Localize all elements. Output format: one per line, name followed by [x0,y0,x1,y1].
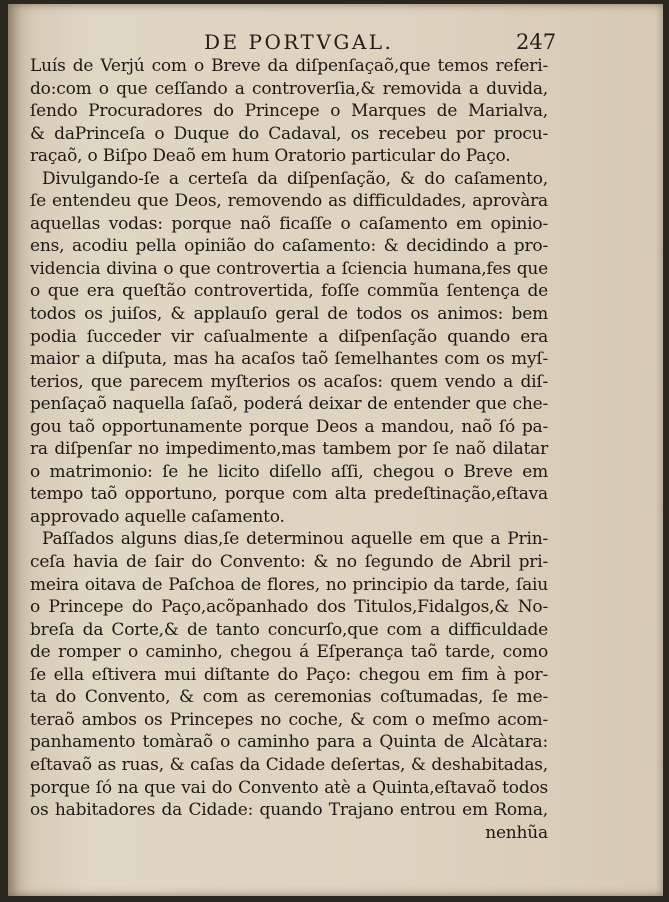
text-line: breſa da Corte,& de tanto concurſo,que com a difficuldade [30,619,548,640]
text-line: ſe ella eſtivera mui diſtante do Paço: chegou em fim à por- [30,664,548,685]
text-line: porque ſó na que vai do Convento atè a Quinta,eſtavaõ todos [30,777,548,798]
running-title: DE PORTVGAL. [204,30,394,54]
text-line: Luís de Verjú com o Breve da diſpenſaçaõ,que temos referi- [30,56,548,76]
text-line: de romper o caminho, chegou á Eſperança taõ tarde, como [30,642,548,663]
text-line: gou taõ opportunamente porque Deos a mandou, naõ ſó pa- [30,416,548,437]
page-number: 247 [516,30,557,54]
text-line: videncia divina o que controvertia a ſciencia humana,fes que [30,258,548,279]
text-line: ra diſpenſar no impedimento,mas tambem por ſe naõ dilatar [30,439,548,460]
text-line: raçaõ, o Biſpo Deaõ em hum Oratorio particular do Paço. [30,146,511,167]
page-header [8,28,663,54]
text-line: Divulgando-ſe a certeſa da diſpenſação, & do caſamento, [42,168,548,189]
text-line: terios, que parecem myſterios os acaſos: quem vendo a diſ- [30,371,548,392]
text-line: ceſa havia de ſair do Convento: & no ſegundo de Abril pri- [30,552,548,573]
text-line: podia ſucceder vir caſualmente a diſpenſação quando era [30,326,548,347]
catchword: nenhũa [485,822,548,843]
book-page [8,4,663,896]
text-line: eſtavaõ as ruas, & caſas da Cidade deſertas, & deshabitadas, [30,754,548,775]
text-line: o Princepe do Paço,acõpanhado dos Titulos,Fidalgos,& No- [30,597,548,618]
text-line: Paſſados alguns dias,ſe determinou aquelle em que a Prin- [42,529,548,550]
text-line: do:com o que ceſſando a controverſia,& removida a duvida, [30,78,548,99]
text-line: maior a diſputa, mas ha acaſos taõ ſemelhantes com os myſ- [30,349,548,370]
text-line: penſaçaõ naquella ſaſaõ, poderá deixar de entender que che- [30,394,548,415]
text-line: os habitadores da Cidade: quando Trajano entrou em Roma, [30,800,548,821]
text-line: panhamento tomàraõ o caminho para a Quinta de Alcàtara: [30,732,548,753]
text-line: teraõ ambos os Princepes no coche, & com o meſmo acom- [30,709,548,730]
text-line: ta do Convento, & com as ceremonias coſtumadas, ſe me- [30,687,548,708]
text-line: todos os juiſos, & applauſo geral de todos os animos: bem [30,304,548,325]
text-line: tempo taõ opportuno, porque com alta predeſtinação,eſtava [30,484,548,505]
text-line: & daPrinceſa o Duque do Cadaval, os recebeu por procu- [30,123,548,144]
text-line: meira oitava de Paſchoa de flores, no principio da tarde, ſaiu [30,574,548,595]
text-line: aquellas vodas: porque naõ ficaſſe o caſamento em opinio- [30,213,548,234]
text-line: ſe entendeu que Deos, removendo as difficuldades, aprovàra [30,191,548,212]
text-line: o que era queſtão controvertida, foſſe commũa ſentença de [30,281,548,302]
page-body [30,55,548,844]
text-line: ſendo Procuradores do Princepe o Marques de Marialva, [30,101,548,122]
text-line: ens, acodiu pella opinião do caſamento: & decidindo a pro- [30,236,548,257]
text-line: approvado aquelle caſamento. [30,506,285,527]
text-line: o matrimonio: ſe he licito diſello aſſi, chegou o Breve em [30,461,548,482]
